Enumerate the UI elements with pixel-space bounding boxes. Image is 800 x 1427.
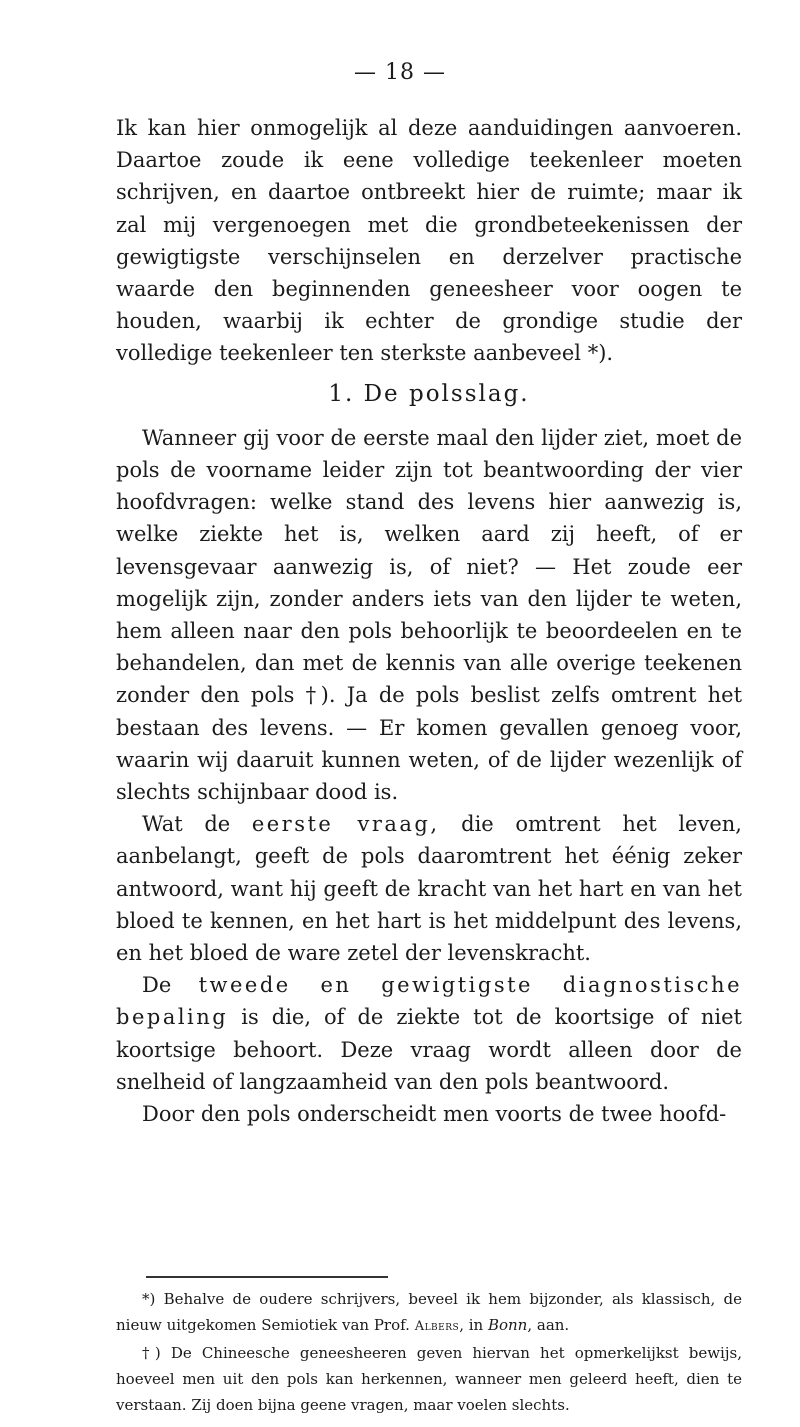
paragraph-pulse-questions-cont: Ja de pols beslist zelfs omtrent het bestaan des levens. — Er komen gevallen genoeg voor, waarin wij daaruit kunnen weten, of de lijder wezenlijk of slechts schijnbaar dood is. (116, 683, 743, 805)
paragraph-pulse-questions (116, 422, 742, 808)
paragraph-first-question-lead: Wat de (142, 812, 231, 837)
paragraph-pulse-questions-text: Wanneer gij voor de eerste maal den lijder ziet, moet de pols de voorname leider zijn tot beantwoording der vier hoofdvragen: welke stand des levens hier aanwezig is, welke ziekte het is, welken aard zij heeft, of er levensgevaar aanwezig is, of niet? — Het zoude eer mogelijk zijn, zonder anders iets van den lijder te weten, hem alleen naar den pols behoorlijk te beoordeelen en te behandelen, dan met de kennis van alle overige teekenen zonder den pols (116, 425, 742, 708)
footnote-ref-2: †). (305, 683, 336, 708)
body-text (116, 112, 742, 1130)
footnote-divider (146, 1276, 388, 1278)
first-question-emphasis: eerste vraag, (251, 812, 440, 837)
footnote-1-author: Albers (414, 1319, 460, 1334)
footnotes (116, 1286, 742, 1418)
paragraph-intro-text: Ik kan hier onmogelijk al deze aanduidingen aanvoeren. Daartoe zoude ik eene volledige teekenleer moeten schrijven, en daartoe ontbreekt hier de ruimte; maar ik zal mij vergenoegen met die grondbeteekenissen der gewigtigste verschijnselen en derzelver practische waarde den beginnenden geneesheer voor oogen te houden, waarbij ik echter de grondige studie der volledige teekenleer ten sterkste aanbeveel (116, 116, 742, 366)
footnote-1 (116, 1286, 742, 1340)
footnote-1-place: Bonn (487, 1316, 528, 1334)
paragraph-second-question (116, 969, 742, 1098)
paragraph-continuation: Door den pols onderscheidt men voorts de twee hoofd- (142, 1102, 727, 1127)
paragraph-second-question-lead: De (142, 973, 172, 998)
footnote-1-text-a: Behalve de oudere schrijvers, beveel ik hem bijzonder, als klassisch, de nieuw uitgekomen Semiotiek van Prof. (116, 1290, 742, 1334)
paragraph-first-question (116, 808, 742, 969)
footnote-1-text-c: , aan. (527, 1316, 570, 1334)
footnote-1-mark: *) (142, 1290, 156, 1308)
footnote-ref-1: *). (587, 341, 614, 366)
second-question-emphasis: tweede en gewigtigste diagnostische bepaling (116, 973, 742, 1030)
page-number: — 18 — (354, 60, 446, 85)
paragraph-intro (116, 112, 742, 370)
footnote-2 (116, 1340, 742, 1418)
footnote-2-mark: †) (142, 1344, 161, 1362)
footnote-2-text: De Chineesche geneesheeren geven hiervan het opmerkelijkst bewijs, hoeveel men uit den pols kan herkennen, wanneer men geleerd heeft, dien te verstaan. Zij doen bijna geene vragen, maar voelen slechts. (116, 1344, 742, 1414)
paragraph-first-question-text: die omtrent het leven, aanbelangt, geeft de pols daaromtrent het éénig zeker antwoord, want hij geeft de kracht van het hart en van het bloed te kennen, en het hart is het middelpunt des levens, en het bloed de ware zetel der levenskracht. (116, 812, 742, 966)
section-heading: 1. De polsslag. (328, 380, 530, 407)
footnote-1-text-b: , in (459, 1316, 484, 1334)
paragraph-second-question-text: is die, of de ziekte tot de koortsige of niet koortsige behoort. Deze vraag wordt alleen door de snelheid of langzaamheid van den pols beantwoord. (116, 1005, 742, 1094)
